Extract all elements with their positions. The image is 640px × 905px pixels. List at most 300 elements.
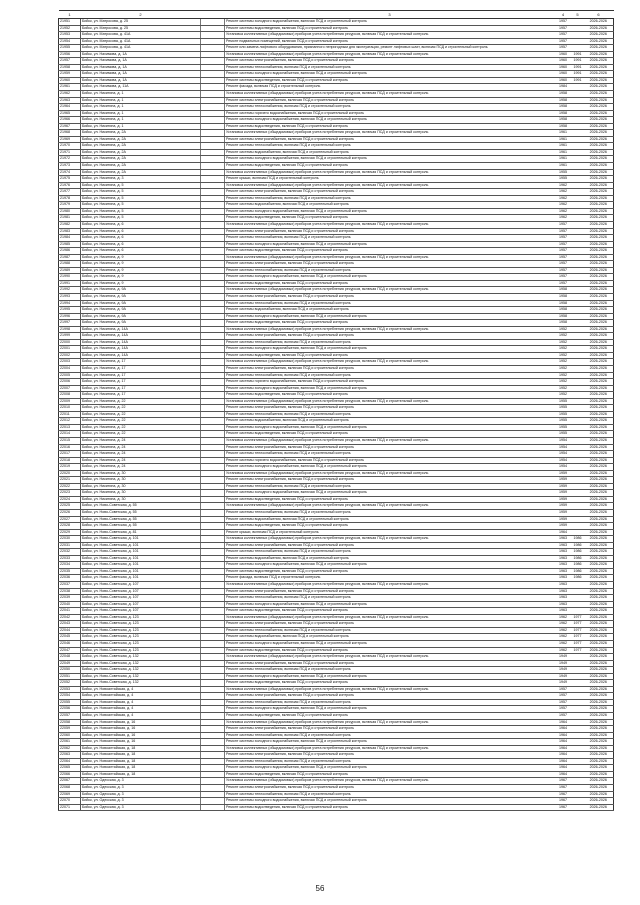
row-address: Бийск, ул. Никитина, д. 14А (81, 326, 201, 333)
row-work-type: Ремонт системы водоотведения, включая ПСД и строительный контроль (225, 523, 555, 530)
row-period: 2026-2026 (584, 385, 614, 392)
row-work-type: Ремонт системы электроснабжения, включая ПСД и строительный контроль (225, 97, 555, 104)
row-address: Бийск, ул. Никитина, д. 2А (81, 156, 201, 163)
row-work-type: Установка коллективных (общедомовых) приборов учета потребления ресурсов, включая ПСД и строительный контроль (225, 287, 555, 294)
row-address: Бийск, ул. Никитина, д. 6 (81, 248, 201, 255)
row-address: Бийск, ул. Новоалтайская, д. 18 (81, 758, 201, 765)
header-col-6: 6 (584, 11, 614, 19)
row-address: Бийск, ул. Никитина, д. 2А (81, 169, 201, 176)
row-year-built: 1963 (555, 575, 572, 582)
row-address: Бийск, ул. Ново-Советская, д. 81 (81, 529, 201, 536)
row-year-reconstruction: 1986 (572, 562, 584, 569)
row-year-reconstruction: 1986 (572, 575, 584, 582)
row-address: Бийск, ул. Никитина, д. 22 (81, 431, 201, 438)
row-work-type: Ремонт системы водоотведения, включая ПСД и строительный контроль (225, 163, 555, 170)
row-address: Бийск, ул. Никитина, д. 9А (81, 313, 201, 320)
row-work-type: Ремонт системы водоснабжения, включая ПСД и строительный контроль (225, 634, 555, 641)
row-number: 22062 (59, 745, 81, 752)
row-address: Бийск, ул. Никитина, д. 17 (81, 385, 201, 392)
row-year-built: 1952 (555, 365, 572, 372)
row-address: Бийск, ул. Ново-Советская, д. 107 (81, 601, 201, 608)
row-year-built: 1964 (555, 732, 572, 739)
row-year-built: 1957 (555, 38, 572, 45)
row-address: Бийск, ул. Никитина, д. 30 (81, 483, 201, 490)
row-number: 21954 (59, 38, 81, 45)
row-work-type: Ремонт системы электроснабжения, включая ПСД и строительный контроль (225, 621, 555, 628)
row-year-built: 1949 (555, 654, 572, 661)
row-number: 22071 (59, 804, 81, 811)
row-period: 2026-2026 (584, 699, 614, 706)
row-period: 2026-2026 (584, 640, 614, 647)
row-year-built: 1954 (555, 457, 572, 464)
row-year-built: 1963 (555, 549, 572, 556)
row-address: Бийск, ул. Ново-Советская, д. 123 (81, 621, 201, 628)
row-number: 22066 (59, 771, 81, 778)
row-number: 22022 (59, 483, 81, 490)
row-year-built: 1959 (555, 477, 572, 484)
row-year-built: 1964 (555, 758, 572, 765)
row-number: 21957 (59, 58, 81, 65)
row-period: 2026-2026 (584, 673, 614, 680)
row-work-type: Установка коллективных (общедомовых) приборов учета потребления ресурсов, включая ПСД и строительный контроль (225, 536, 555, 543)
row-work-type: Ремонт или замена лифтового оборудования, признанного непригодным для эксплуатации, ремонт лифтовых шахт, включая ПСД и строительный контроль (225, 45, 555, 52)
row-period: 2026-2026 (584, 634, 614, 641)
row-work-type: Ремонт фасада, включая ПСД и строительный контроль (225, 84, 555, 91)
row-work-type: Ремонт системы электроснабжения, включая ПСД и строительный контроль (225, 444, 555, 451)
row-work-type: Ремонт системы теплоснабжения, включая ПСД и строительный контроль (225, 483, 555, 490)
row-period: 2026-2026 (584, 791, 614, 798)
row-year-built: 1960 (555, 51, 572, 58)
row-period: 2026-2026 (584, 555, 614, 562)
row-year-built: 1952 (555, 359, 572, 366)
row-year-built: 1961 (555, 163, 572, 170)
row-year-built: 1962 (555, 621, 572, 628)
row-number: 22047 (59, 647, 81, 654)
row-number: 22037 (59, 582, 81, 589)
row-year-built: 1952 (555, 333, 572, 340)
row-period: 2026-2026 (584, 739, 614, 746)
row-address: Бийск, ул. Ново-Советская, д. 132 (81, 667, 201, 674)
row-number: 21971 (59, 149, 81, 156)
row-work-type: Ремонт системы электроснабжения, включая ПСД и строительный контроль (225, 405, 555, 412)
row-number: 21953 (59, 32, 81, 39)
row-period: 2026-2026 (584, 457, 614, 464)
row-period: 2026-2026 (584, 84, 614, 91)
row-period: 2026-2026 (584, 254, 614, 261)
row-work-type: Установка коллективных (общедомовых) приборов учета потребления ресурсов, включая ПСД и строительный контроль (225, 778, 555, 785)
row-address: Бийск, ул. Никитина, д. 24 (81, 464, 201, 471)
row-year-built: 1958 (555, 123, 572, 130)
row-number: 22028 (59, 523, 81, 530)
row-work-type: Ремонт системы электроснабжения, включая ПСД и строительный контроль (225, 261, 555, 268)
row-period: 2026-2026 (584, 228, 614, 235)
row-period: 2026-2026 (584, 104, 614, 111)
row-work-type: Ремонт системы электроснабжения, включая ПСД и строительный контроль (225, 365, 555, 372)
row-address: Бийск, ул. Одесская, д. 3 (81, 791, 201, 798)
row-work-type: Ремонт системы водоотведения, включая ПСД и строительный контроль (225, 25, 555, 32)
row-number: 22059 (59, 726, 81, 733)
row-address: Бийск, ул. Новоалтайская, д. 16 (81, 726, 201, 733)
row-period: 2026-2026 (584, 444, 614, 451)
row-period: 2026-2026 (584, 411, 614, 418)
row-year-built: 1962 (555, 202, 572, 209)
row-address: Бийск, ул. Ново-Советская, д. 107 (81, 595, 201, 602)
row-year-built: 1952 (555, 379, 572, 386)
row-period: 2026-2026 (584, 261, 614, 268)
row-number: 22001 (59, 346, 81, 353)
row-address: Бийск, ул. Никитина, д. 22 (81, 418, 201, 425)
row-address: Бийск, ул. Никитина, д. 17 (81, 392, 201, 399)
row-period: 2026-2026 (584, 307, 614, 314)
row-address: Бийск, ул. Никитина, д. 22 (81, 398, 201, 405)
row-address: Бийск, ул. Новоалтайская, д. 16 (81, 719, 201, 726)
row-period: 2026-2026 (584, 346, 614, 353)
row-year-reconstruction: 1991 (572, 64, 584, 71)
row-period: 2026-2026 (584, 726, 614, 733)
row-address: Бийск, ул. Нахимова, д. 11А (81, 84, 201, 91)
row-number: 22011 (59, 411, 81, 418)
row-work-type: Ремонт системы водоотведения, включая ПСД и строительный контроль (225, 352, 555, 359)
row-year-built: 1954 (555, 438, 572, 445)
row-number: 21993 (59, 293, 81, 300)
row-work-type: Установка коллективных (общедомовых) приборов учета потребления ресурсов, включая ПСД и строительный контроль (225, 32, 555, 39)
row-work-type: Установка коллективных (общедомовых) приборов учета потребления ресурсов, включая ПСД и строительный контроль (225, 91, 555, 98)
row-work-type: Установка коллективных (общедомовых) приборов учета потребления ресурсов, включая ПСД и строительный контроль (225, 182, 555, 189)
row-year-built: 1962 (555, 208, 572, 215)
row-year-built: 1967 (555, 784, 572, 791)
row-year-reconstruction (572, 804, 584, 811)
row-address: Бийск, ул. Новоалтайская, д. 4 (81, 686, 201, 693)
row-work-type: Ремонт системы холодного водоснабжения, включая ПСД и строительный контроль (225, 601, 555, 608)
row-work-type: Установка коллективных (общедомовых) приборов учета потребления ресурсов, включая ПСД и строительный контроль (225, 654, 555, 661)
row-period: 2026-2026 (584, 686, 614, 693)
row-year-built: 1964 (555, 771, 572, 778)
row-address: Бийск, ул. Новоалтайская, д. 18 (81, 765, 201, 772)
row-work-type: Ремонт системы холодного водоснабжения, включая ПСД и строительный контроль (225, 313, 555, 320)
row-number: 22012 (59, 418, 81, 425)
row-period: 2026-2026 (584, 287, 614, 294)
row-work-type: Установка коллективных (общедомовых) приборов учета потребления ресурсов, включая ПСД и строительный контроль (225, 686, 555, 693)
row-work-type: Ремонт системы водоснабжения, включая ПСД и строительный контроль (225, 307, 555, 314)
row-address: Бийск, ул. Нахимова, д. 1А (81, 64, 201, 71)
row-number: 22002 (59, 352, 81, 359)
row-address: Бийск, ул. Никитина, д. 1 (81, 123, 201, 130)
row-year-built: 1957 (555, 706, 572, 713)
row-address: Бийск, ул. Ново-Советская, д. 123 (81, 634, 201, 641)
row-period: 2026-2026 (584, 58, 614, 65)
row-blank (201, 804, 225, 811)
row-work-type: Ремонт системы холодного водоснабжения, включая ПСД и строительный контроль (225, 739, 555, 746)
row-period: 2026-2026 (584, 359, 614, 366)
row-address: Бийск, ул. Новоалтайская, д. 16 (81, 732, 201, 739)
row-address: Бийск, ул. Никитина, д. 2А (81, 163, 201, 170)
row-period: 2026-2026 (584, 130, 614, 137)
row-period: 2026-2026 (584, 25, 614, 32)
row-period: 2026-2026 (584, 189, 614, 196)
row-period: 2026-2026 (584, 693, 614, 700)
row-year-built: 1952 (555, 352, 572, 359)
row-work-type: Ремонт системы теплоснабжения, включая ПСД и строительный контроль (225, 143, 555, 150)
row-work-type: Ремонт системы водоснабжения, включая ПСД и строительный контроль (225, 418, 555, 425)
row-work-type: Ремонт системы теплоснабжения, включая ПСД и строительный контроль (225, 732, 555, 739)
row-number: 22050 (59, 667, 81, 674)
row-address: Бийск, ул. Новоалтайская, д. 4 (81, 693, 201, 700)
header-col-1: 1 (59, 11, 81, 19)
row-number: 22042 (59, 614, 81, 621)
row-number: 22005 (59, 372, 81, 379)
row-number: 22017 (59, 451, 81, 458)
row-address: Бийск, ул. Новоалтайская, д. 16 (81, 739, 201, 746)
row-period: 2026-2026 (584, 365, 614, 372)
row-number: 21958 (59, 64, 81, 71)
row-work-type: Ремонт системы водоотведения, включая ПСД и строительный контроль (225, 123, 555, 130)
row-work-type: Ремонт системы теплоснабжения, включая ПСД и строительный контроль (225, 510, 555, 517)
row-period: 2026-2026 (584, 182, 614, 189)
row-year-reconstruction: 1986 (572, 542, 584, 549)
row-period: 2026-2026 (584, 496, 614, 503)
row-period: 2026-2026 (584, 320, 614, 327)
row-work-type: Ремонт крыши, включая ПСД и строительный контроль (225, 176, 555, 183)
row-period: 2026-2026 (584, 51, 614, 58)
row-work-type: Ремонт системы теплоснабжения, включая ПСД и строительный контроль (225, 104, 555, 111)
row-address: Бийск, ул. Никитина, д. 17 (81, 365, 201, 372)
row-period: 2026-2026 (584, 595, 614, 602)
row-period: 2026-2026 (584, 215, 614, 222)
row-address: Бийск, ул. Никитина, д. 30 (81, 496, 201, 503)
row-address: Бийск, ул. Новоалтайская, д. 4 (81, 706, 201, 713)
row-work-type: Ремонт системы теплоснабжения, включая ПСД и строительный контроль (225, 667, 555, 674)
row-work-type: Ремонт системы теплоснабжения, включая ПСД и строительный контроль (225, 451, 555, 458)
row-period: 2026-2026 (584, 45, 614, 52)
row-work-type: Ремонт системы водоотведения, включая ПСД и строительный контроль (225, 280, 555, 287)
row-year-built: 1963 (555, 588, 572, 595)
row-address: Бийск, ул. Никитина, д. 3 (81, 176, 201, 183)
row-work-type: Ремонт системы электроснабжения, включая ПСД и строительный контроль (225, 477, 555, 484)
row-work-type: Ремонт системы теплоснабжения, включая ПСД и строительный контроль (225, 791, 555, 798)
row-year-built: 1962 (555, 189, 572, 196)
row-address: Бийск, ул. Ново-Советская, д. 132 (81, 654, 201, 661)
row-address: Бийск, ул. Никитина, д. 6 (81, 221, 201, 228)
row-number: 21998 (59, 326, 81, 333)
row-work-type: Установка коллективных (общедомовых) приборов учета потребления ресурсов, включая ПСД и строительный контроль (225, 470, 555, 477)
row-period: 2026-2026 (584, 431, 614, 438)
row-number: 22054 (59, 693, 81, 700)
row-period: 2026-2026 (584, 248, 614, 255)
row-address: Бийск, ул. Ново-Советская, д. 101 (81, 568, 201, 575)
row-period: 2026-2026 (584, 758, 614, 765)
row-year-built: 1962 (555, 640, 572, 647)
row-year-built: 1957 (555, 228, 572, 235)
row-period: 2026-2026 (584, 91, 614, 98)
row-year-built: 1984 (555, 84, 572, 91)
row-number: 22009 (59, 398, 81, 405)
row-year-reconstruction: 1986 (572, 536, 584, 543)
row-number: 21983 (59, 228, 81, 235)
row-number: 21988 (59, 261, 81, 268)
row-address: Бийск, ул. Ново-Советская, д. 55 (81, 516, 201, 523)
row-period: 2026-2026 (584, 542, 614, 549)
row-work-type: Ремонт системы электроснабжения, включая ПСД и строительный контроль (225, 660, 555, 667)
row-year-built: 1962 (555, 634, 572, 641)
row-year-built: 1961 (555, 136, 572, 143)
row-period: 2026-2026 (584, 117, 614, 124)
row-number: 21982 (59, 221, 81, 228)
row-number: 22046 (59, 640, 81, 647)
row-number: 22040 (59, 601, 81, 608)
row-work-type: Ремонт системы холодного водоснабжения, включая ПСД и строительный контроль (225, 117, 555, 124)
row-work-type: Ремонт системы теплоснабжения, включая ПСД и строительный контроль (225, 339, 555, 346)
row-work-type: Ремонт системы электроснабжения, включая ПСД и строительный контроль (225, 726, 555, 733)
row-number: 22056 (59, 706, 81, 713)
row-year-built: 1964 (555, 719, 572, 726)
row-number: 21975 (59, 176, 81, 183)
row-address: Бийск, ул. Ново-Советская, д. 55 (81, 523, 201, 530)
row-period: 2026-2026 (584, 654, 614, 661)
row-number: 22025 (59, 503, 81, 510)
row-work-type: Ремонт системы теплоснабжения, включая ПСД и строительный контроль (225, 195, 555, 202)
row-period: 2026-2026 (584, 601, 614, 608)
row-year-built: 1962 (555, 182, 572, 189)
row-address: Бийск, ул. Новоалтайская, д. 4 (81, 712, 201, 719)
row-address: Бийск, ул. Никитина, д. 30 (81, 470, 201, 477)
row-address: Бийск, ул. Ново-Советская, д. 132 (81, 673, 201, 680)
row-address: Бийск, ул. Никитина, д. 14А (81, 352, 201, 359)
row-period: 2026-2026 (584, 326, 614, 333)
row-work-type: Ремонт системы горячего водоснабжения, включая ПСД и строительный контроль (225, 457, 555, 464)
row-period: 2026-2026 (584, 438, 614, 445)
row-address: Бийск, ул. Одесская, д. 3 (81, 804, 201, 811)
row-work-type: Ремонт системы теплоснабжения, включая ПСД и строительный контроль (225, 64, 555, 71)
row-number: 22045 (59, 634, 81, 641)
row-period: 2026-2026 (584, 483, 614, 490)
row-period: 2026-2026 (584, 549, 614, 556)
row-year-reconstruction: 1977 (572, 647, 584, 654)
row-work-type: Установка коллективных (общедомовых) приборов учета потребления ресурсов, включая ПСД и строительный контроль (225, 719, 555, 726)
row-year-built: 1963 (555, 562, 572, 569)
row-year-built: 1962 (555, 627, 572, 634)
row-period: 2026-2026 (584, 712, 614, 719)
row-period: 2026-2026 (584, 516, 614, 523)
row-number: 21989 (59, 267, 81, 274)
row-year-built: 1963 (555, 595, 572, 602)
row-year-built: 1962 (555, 195, 572, 202)
row-address: Бийск, ул. Никитина, д. 24 (81, 438, 201, 445)
row-address: Бийск, ул. Никитина, д. 5 (81, 182, 201, 189)
row-year-built: 1955 (555, 418, 572, 425)
row-year-built: 1949 (555, 667, 572, 674)
row-number: 21976 (59, 182, 81, 189)
row-number: 22000 (59, 339, 81, 346)
row-number: 21972 (59, 156, 81, 163)
row-period: 2026-2026 (584, 280, 614, 287)
row-year-reconstruction: 1977 (572, 640, 584, 647)
row-address: Бийск, ул. Никитина, д. 9А (81, 293, 201, 300)
row-period: 2026-2026 (584, 621, 614, 628)
row-address: Бийск, ул. Никитина, д. 1 (81, 110, 201, 117)
row-number: 22067 (59, 778, 81, 785)
row-address: Бийск, ул. Никитина, д. 17 (81, 372, 201, 379)
row-year-built: 1957 (555, 241, 572, 248)
row-address: Бийск, ул. Ново-Советская, д. 107 (81, 608, 201, 615)
row-number: 22044 (59, 627, 81, 634)
row-year-built: 1963 (555, 568, 572, 575)
row-address: Бийск, ул. Нахимова, д. 1А (81, 77, 201, 84)
row-period: 2026-2026 (584, 392, 614, 399)
row-number: 21997 (59, 320, 81, 327)
row-period: 2026-2026 (584, 241, 614, 248)
row-work-type: Ремонт системы холодного водоснабжения, включая ПСД и строительный контроль (225, 385, 555, 392)
row-number: 22021 (59, 477, 81, 484)
row-number: 22041 (59, 608, 81, 615)
row-work-type: Ремонт системы холодного водоснабжения, включая ПСД и строительный контроль (225, 673, 555, 680)
row-work-type: Ремонт системы электроснабжения, включая ПСД и строительный контроль (225, 333, 555, 340)
row-year-built: 1957 (555, 280, 572, 287)
row-period: 2026-2026 (584, 804, 614, 811)
row-work-type: Установка коллективных (общедомовых) приборов учета потребления ресурсов, включая ПСД и строительный контроль (225, 503, 555, 510)
row-number: 21970 (59, 143, 81, 150)
row-year-built: 1957 (555, 25, 572, 32)
row-year-built: 1952 (555, 339, 572, 346)
row-number: 22051 (59, 673, 81, 680)
row-address: Бийск, ул. Нахимова, д. 1А (81, 71, 201, 78)
row-number: 21951 (59, 19, 81, 26)
row-year-built: 1959 (555, 496, 572, 503)
row-period: 2026-2026 (584, 71, 614, 78)
page-number: 56 (315, 884, 325, 893)
row-work-type: Ремонт системы холодного водоснабжения, включая ПСД и строительный контроль (225, 706, 555, 713)
row-year-built: 1958 (555, 320, 572, 327)
row-year-reconstruction: 1986 (572, 568, 584, 575)
row-work-type: Установка коллективных (общедомовых) приборов учета потребления ресурсов, включая ПСД и строительный контроль (225, 326, 555, 333)
row-year-built: 1957 (555, 221, 572, 228)
row-number: 22008 (59, 392, 81, 399)
row-year-built: 1958 (555, 300, 572, 307)
row-year-reconstruction: 1991 (572, 58, 584, 65)
table-body (59, 19, 614, 811)
row-work-type: Ремонт системы электроснабжения, включая ПСД и строительный контроль (225, 58, 555, 65)
row-number: 21963 (59, 97, 81, 104)
row-number: 21967 (59, 123, 81, 130)
row-year-built: 1957 (555, 19, 572, 26)
row-year-built: 1957 (555, 261, 572, 268)
row-work-type: Ремонт системы теплоснабжения, включая ПСД и строительный контроль (225, 300, 555, 307)
row-number: 21981 (59, 215, 81, 222)
row-year-built: 1959 (555, 490, 572, 497)
row-period: 2026-2026 (584, 169, 614, 176)
row-address: Бийск, ул. Ново-Советская, д. 101 (81, 575, 201, 582)
row-number: 22013 (59, 424, 81, 431)
row-number: 22018 (59, 457, 81, 464)
row-address: Бийск, ул. Никитина, д. 17 (81, 379, 201, 386)
row-year-built: 1964 (555, 745, 572, 752)
row-address: Бийск, ул. Никитина, д. 22 (81, 411, 201, 418)
row-work-type: Ремонт фасада, включая ПСД и строительный контроль (225, 575, 555, 582)
row-work-type: Ремонт системы водоотведения, включая ПСД и строительный контроль (225, 680, 555, 687)
row-year-built: 1964 (555, 765, 572, 772)
row-year-built: 1957 (555, 235, 572, 242)
row-number: 21990 (59, 274, 81, 281)
row-period: 2026-2026 (584, 529, 614, 536)
row-year-built: 1961 (555, 130, 572, 137)
row-year-built: 1955 (555, 176, 572, 183)
row-work-type: Ремонт подвальных помещений, включая ПСД и строительный контроль (225, 38, 555, 45)
row-year-built: 1957 (555, 712, 572, 719)
row-period: 2026-2026 (584, 352, 614, 359)
row-year-built: 1952 (555, 326, 572, 333)
row-year-built: 1957 (555, 267, 572, 274)
row-number: 21966 (59, 117, 81, 124)
row-year-built: 1954 (555, 464, 572, 471)
